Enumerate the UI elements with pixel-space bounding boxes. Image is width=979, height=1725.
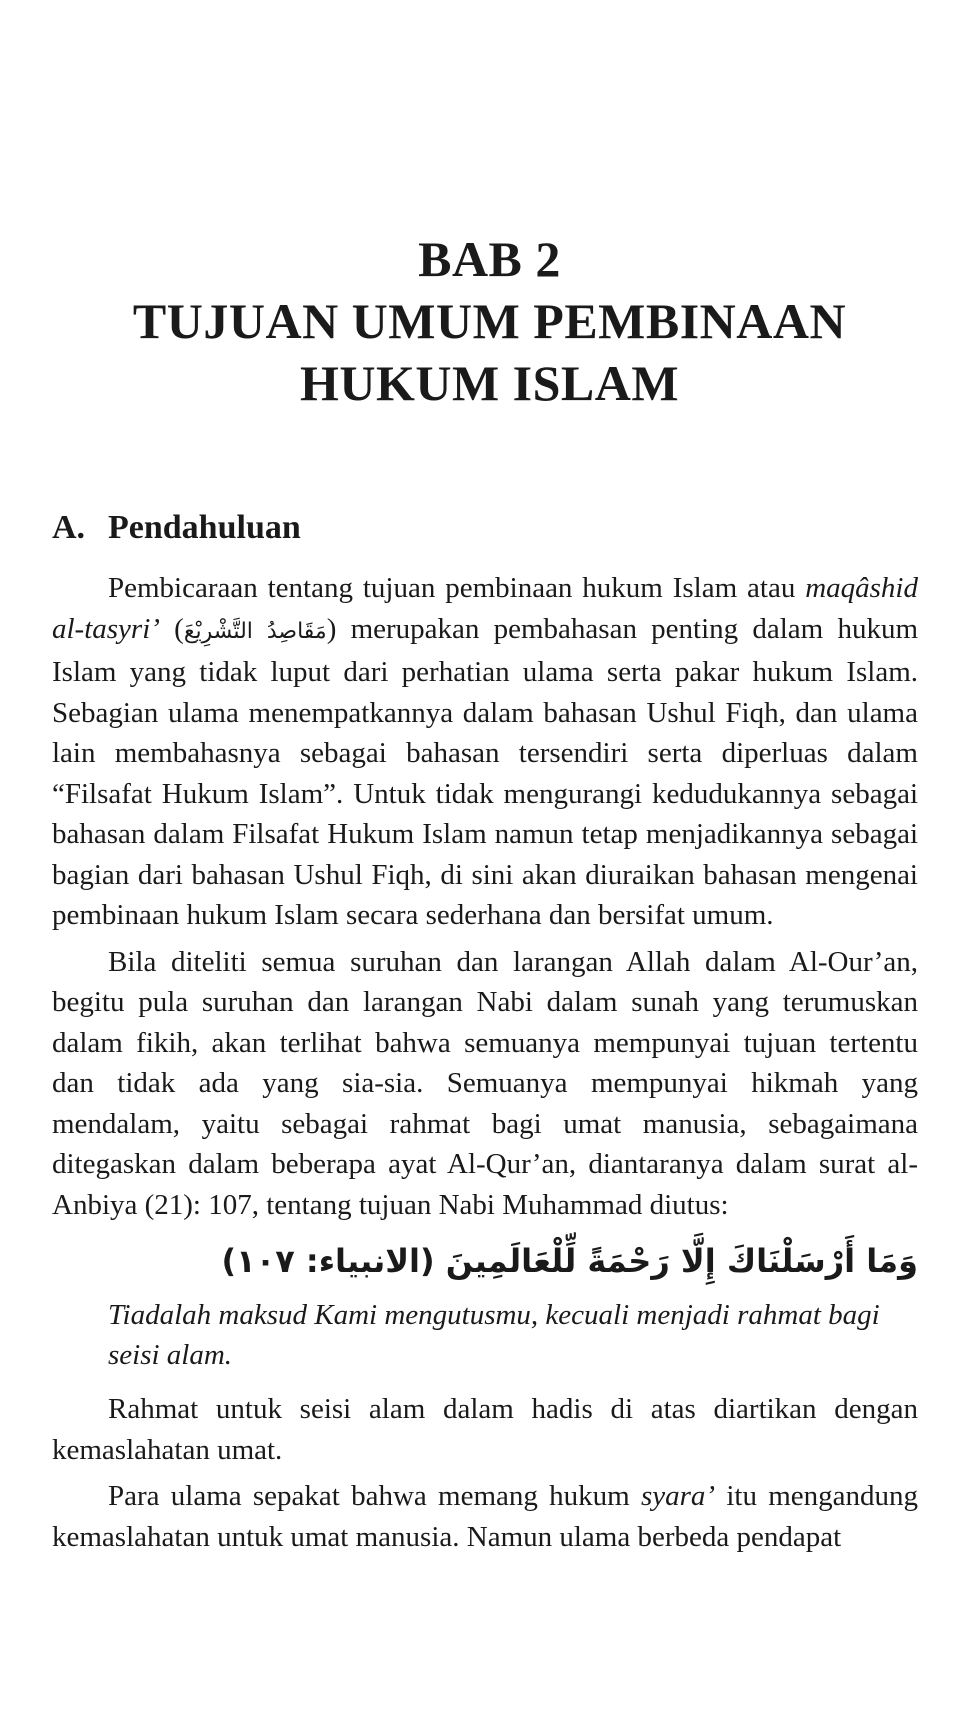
- chapter-header: [0, 228, 979, 414]
- paragraph-1: [52, 568, 918, 936]
- verse-translation: Tiadalah maksud Kami mengutusmu, kecuali menjadi rahmat bagi seisi alam.: [108, 1299, 880, 1371]
- chapter-number: BAB 2: [418, 231, 561, 287]
- term-maqashid: maqâshid al-tasyri’: [52, 572, 918, 645]
- chapter-title-line-2: HUKUM ISLAM: [299, 355, 680, 411]
- paragraph-4-rest: itu mengandung kemaslahatan untuk umat manusia. Namun ulama berbeda pendapat: [52, 1480, 918, 1553]
- paragraph-4-start: Para ulama sepakat bahwa memang hukum: [108, 1480, 641, 1512]
- section-title: Pendahuluan: [108, 509, 301, 546]
- section-heading: [52, 508, 918, 548]
- quran-verse: وَمَا أَرْسَلْنَاكَ إِلَّا رَحْمَةً لِّلْعَالَمِينَ (الانبياء: ١٠٧): [221, 1242, 918, 1280]
- paragraph-4: [52, 1476, 918, 1557]
- term-syara: syara’: [640, 1480, 716, 1512]
- paragraph-1-start: Pembicaraan tentang tujuan pembinaan hukum Islam atau: [108, 572, 806, 604]
- paragraph-1-rest: ) merupakan pembahasan penting dalam hukum Islam yang tidak luput dari perhatian ulama serta pakar hukum Islam. Sebagian ulama menempatkannya dalam bahasan Ushul Fiqh, dan ulama lain membahasnya sebagai bahasan tersendiri serta diperluas dalam “Filsafat Hukum Islam”. Untuk tidak mengurangi kedudukannya sebagai bahasan dalam Filsafat Hukum Islam namun tetap menjadikannya sebagai bagian dari bahasan Ushul Fiqh, di sini akan diuraikan bahasan mengenai pembinaan hukum Islam secara sederhana dan bersifat umum.: [52, 612, 918, 931]
- paragraph-2: Bila diteliti semua suruhan dan larangan Allah dalam Al-Our’an, begitu pula suruhan dan larangan Nabi dalam sunah yang terumuskan dalam fikih, akan terlihat bahwa semuanya mempunyai tujuan tertentu dan tidak ada yang sia-sia. Semuanya mempunyai hikmah yang mendalam, yaitu sebagai rahmat bagi umat manusia, sebagaimana ditegaskan dalam beberapa ayat Al-Qur’an, diantaranya dalam surat al-Anbiya (21): 107, tentang tujuan Nabi Muhammad diutus:: [52, 945, 918, 1221]
- page-body: [52, 508, 918, 1563]
- section-number: A.: [52, 509, 86, 546]
- arabic-term: مَقَاصِدُ التَّشْرِيْعَ: [183, 618, 327, 644]
- chapter-title-line-1: TUJUAN UMUM PEMBINAAN: [132, 293, 847, 349]
- paragraph-1-paren: (: [159, 612, 184, 645]
- paragraph-3: Rahmat untuk seisi alam dalam hadis di atas diartikan dengan kemaslahatan umat.: [52, 1393, 918, 1466]
